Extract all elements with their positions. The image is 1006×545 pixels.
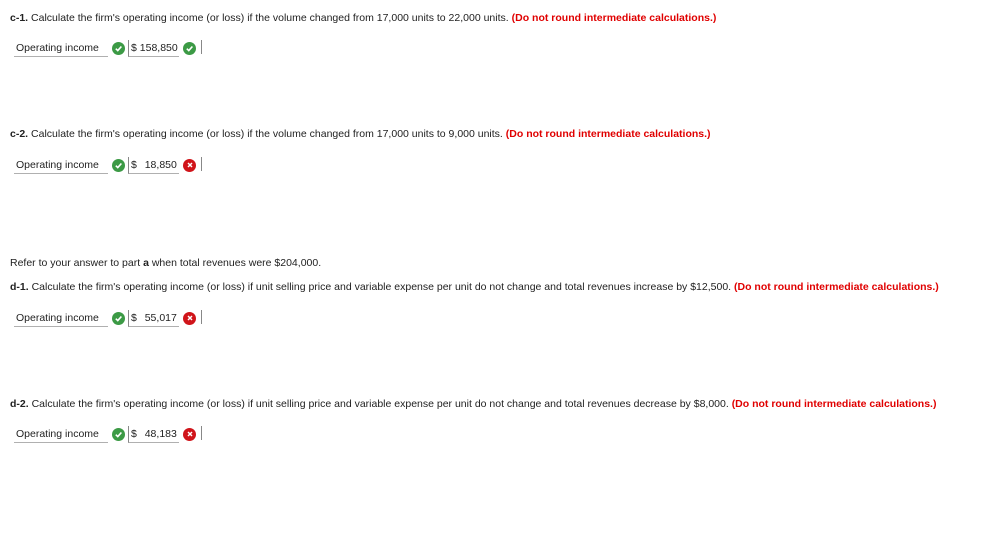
answer-row-d1 — [14, 310, 202, 326]
question-text: Calculate the firm's operating income (or loss) if unit selling price and variable expense per unit do not change and total revenues increase by $12,500. — [31, 281, 732, 293]
question-label: c-1. — [10, 12, 29, 24]
answer-label: Operating income — [14, 426, 108, 443]
refer-note — [10, 257, 321, 269]
question-note: (Do not round intermediate calculations.) — [505, 128, 711, 140]
question-text: Calculate the firm's operating income (or loss) if unit selling price and variable expense per unit do not change and total revenues decrease by $8,000. — [31, 398, 729, 410]
check-icon — [183, 42, 196, 55]
question-d1 — [10, 281, 939, 293]
answer-row-d2 — [14, 426, 202, 442]
question-label: d-2. — [10, 398, 29, 410]
currency-symbol: $ — [131, 158, 137, 171]
currency-symbol: $ — [131, 311, 137, 324]
currency-symbol: $ — [131, 427, 137, 440]
check-icon — [112, 159, 125, 172]
answer-label: Operating income — [14, 310, 108, 327]
refer-part: a — [143, 257, 149, 269]
answer-row-c2 — [14, 157, 202, 173]
answer-value: 55,017 — [144, 311, 177, 324]
check-icon — [112, 312, 125, 325]
refer-post: when total revenues were $204,000. — [151, 257, 322, 269]
check-icon — [112, 42, 125, 55]
question-c1 — [10, 12, 716, 24]
refer-pre: Refer to your answer to part — [10, 257, 141, 269]
answer-value: 158,850 — [139, 41, 178, 54]
answer-input[interactable] — [128, 310, 179, 327]
question-note: (Do not round intermediate calculations.) — [511, 12, 717, 24]
question-label: c-2. — [10, 128, 29, 140]
question-text: Calculate the firm's operating income (or loss) if the volume changed from 17,000 units to 9,000 units. — [31, 128, 503, 140]
answer-value: 18,850 — [144, 158, 177, 171]
answer-row-c1 — [14, 40, 202, 56]
cross-icon — [183, 428, 196, 441]
answer-input[interactable] — [128, 426, 179, 443]
answer-input[interactable] — [128, 157, 179, 174]
input-end-divider — [201, 310, 202, 324]
question-c2 — [10, 128, 711, 140]
cross-icon — [183, 312, 196, 325]
question-note: (Do not round intermediate calculations.) — [734, 281, 939, 293]
input-end-divider — [201, 426, 202, 440]
answer-input[interactable] — [128, 40, 179, 57]
question-text: Calculate the firm's operating income (or loss) if the volume changed from 17,000 units to 22,000 units. — [31, 12, 509, 24]
question-note: (Do not round intermediate calculations.) — [731, 398, 937, 410]
question-d2 — [10, 398, 936, 410]
answer-label: Operating income — [14, 40, 108, 57]
input-end-divider — [201, 40, 202, 54]
currency-symbol: $ — [131, 41, 137, 54]
answer-value: 48,183 — [144, 427, 177, 440]
check-icon — [112, 428, 125, 441]
cross-icon — [183, 159, 196, 172]
question-label: d-1. — [10, 281, 29, 293]
input-end-divider — [201, 157, 202, 171]
answer-label: Operating income — [14, 157, 108, 174]
